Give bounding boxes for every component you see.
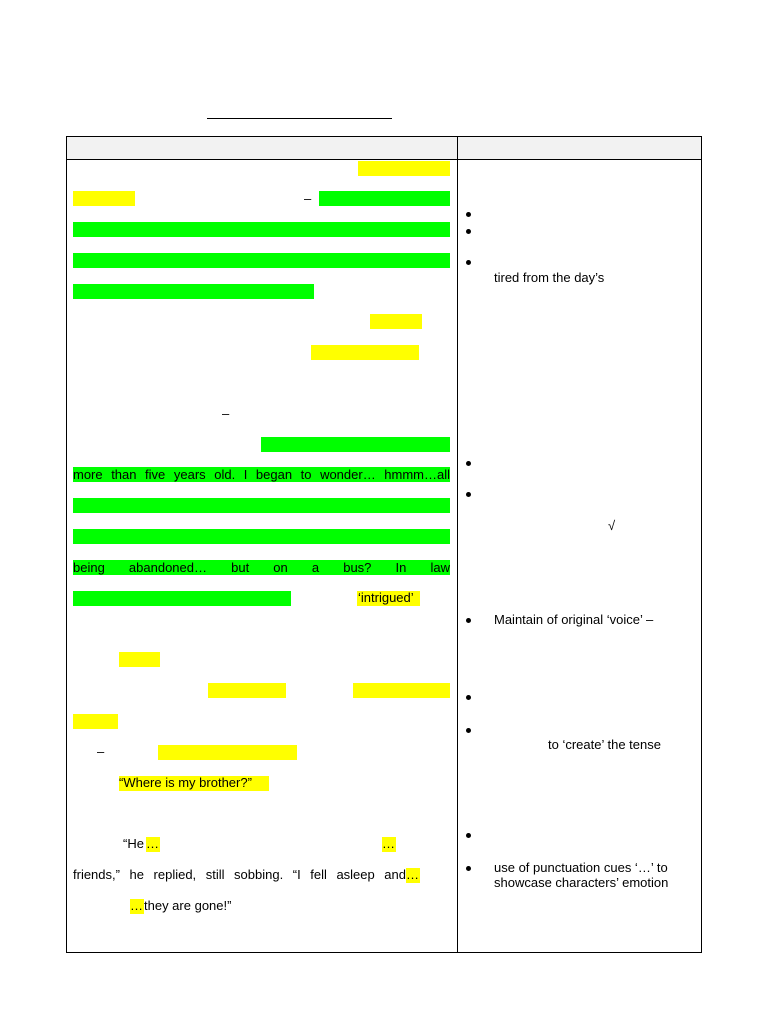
word: being [73,560,105,575]
bullet-icon [466,229,471,234]
paragraph-line-gone: they are gone!” [144,898,232,913]
word-intrigued: ‘intrigued’ [358,590,414,605]
highlight-yellow [73,191,135,206]
note-maintain-voice: Maintain of original ‘voice’ – [494,612,654,627]
paragraph-line-friends: friends,” he replied, still sobbing. “I fell asleep and [73,867,406,882]
highlight-green [73,529,450,544]
highlight-yellow [311,345,419,360]
highlight-yellow [73,714,118,729]
paragraph-line-abandoned [73,560,450,576]
ellipsis: … [406,867,419,882]
paragraph-line: more than five years old. I began to wonder… hmmm…all [73,467,450,482]
title-underline [207,118,392,119]
word: on [273,560,288,575]
highlight-green [73,253,450,268]
bullet-icon [466,695,471,700]
dash: – [222,406,230,421]
word: a [311,560,320,575]
bullet-icon [466,461,471,466]
ellipsis: … [130,898,143,913]
highlight-green [73,591,291,606]
highlight-yellow [353,683,450,698]
note-create-tense: to ‘create’ the tense [548,737,661,752]
note-punctuation-line2: showcase characters’ emotion [494,875,669,890]
quote-open-he: “He [123,836,144,851]
bullet-icon [466,492,471,497]
note-punctuation-line1: use of punctuation cues ‘…’ to [494,860,668,875]
dash: – [304,191,312,206]
bullet-icon [466,212,471,217]
quote-where-is-brother: “Where is my brother?” [119,775,252,790]
word: law [430,560,450,575]
highlight-yellow [208,683,286,698]
bullet-icon [466,260,471,265]
word: abandoned… [128,560,207,575]
highlight-green [261,437,450,452]
word: but [231,560,250,575]
bullet-icon [466,618,471,623]
highlight-yellow [158,745,297,760]
highlight-yellow [119,652,160,667]
bullet-icon [466,833,471,838]
check-mark-icon: √ [608,518,616,533]
ellipsis: … [382,836,395,851]
word: In [395,560,407,575]
column-divider [457,137,458,952]
note-tired: tired from the day’s [494,270,605,285]
highlight-green [73,498,450,513]
dash: – [97,744,105,759]
ellipsis: … [146,836,159,851]
table-header-row [67,137,701,160]
highlight-green [73,222,450,237]
highlight-green [319,191,450,206]
bullet-icon [466,866,471,871]
word: bus? [343,560,372,575]
highlight-yellow [358,161,450,176]
highlight-green [73,284,314,299]
bullet-icon [466,728,471,733]
highlight-yellow [370,314,422,329]
